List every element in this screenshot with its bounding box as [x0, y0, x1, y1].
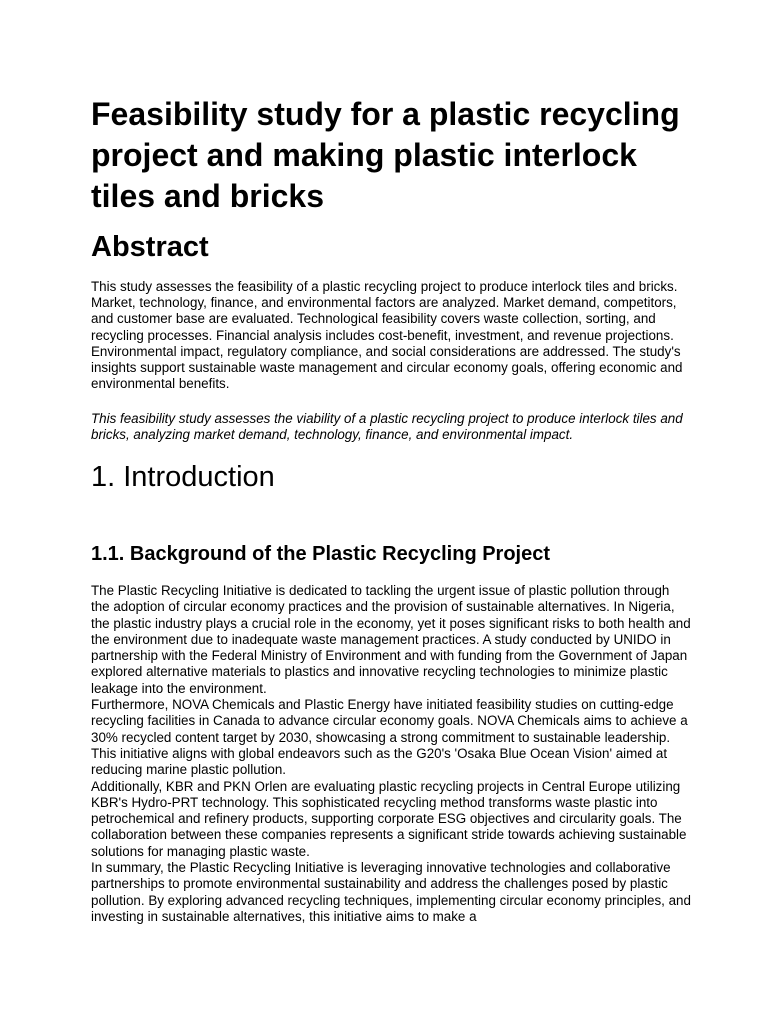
body-paragraph: Additionally, KBR and PKN Orlen are evaluating plastic recycling projects in Central Europe utilizing KBR's Hydro-PRT technology. This sophisticated recycling method transforms waste plastic into petrochemical and refinery products, supporting corporate ESG objectives and circularity goals. The collaboration between these companies represents a significant stride towards achieving sustainable solutions for managing plastic waste.	[91, 778, 687, 859]
abstract-heading: Abstract	[91, 231, 209, 263]
document-title: Feasibility study for a plastic recycling project and making plastic interlock tiles and bricks	[91, 96, 680, 214]
background-body	[91, 583, 691, 925]
body-paragraph: In summary, the Plastic Recycling Initiative is leveraging innovative technologies and collaborative partnerships to promote environmental sustainability and address the challenges posed by plastic pollution. By exploring advanced recycling techniques, implementing circular economy principles, and investing in sustainable alternatives, this initiative aims to make a	[91, 860, 691, 924]
body-paragraph: The Plastic Recycling Initiative is dedicated to tackling the urgent issue of plastic pollution through the adoption of circular economy practices and the provision of sustainable alternatives. In Nigeria, the plastic industry plays a crucial role in the economy, yet it poses significant risks to both health and the environment due to inadequate waste management practices. A study conducted by UNIDO in partnership with the Federal Ministry of Environment and with funding from the Government of Japan explored alternative materials to plastics and innovative recycling technologies to minimize plastic leakage into the environment.	[91, 583, 691, 696]
abstract-summary: This feasibility study assesses the viability of a plastic recycling project to produce interlock tiles and bricks, analyzing market demand, technology, finance, and environmental impact.	[91, 411, 683, 443]
section-heading-introduction: 1. Introduction	[91, 461, 275, 493]
subsection-heading-background: 1.1. Background of the Plastic Recycling Project	[91, 543, 551, 565]
body-paragraph: Furthermore, NOVA Chemicals and Plastic Energy have initiated feasibility studies on cutting-edge recycling facilities in Canada to advance circular economy goals. NOVA Chemicals aims to achieve a 30% recycled content target by 2030, showcasing a strong commitment to sustainable leadership. This initiative aligns with global endeavors such as the G20's 'Osaka Blue Ocean Vision' aimed at reducing marine plastic pollution.	[91, 697, 688, 778]
abstract-paragraph: This study assesses the feasibility of a plastic recycling project to produce interlock tiles and bricks. Market, technology, finance, and environmental factors are analyzed. Market demand, competitors, and customer base are evaluated. Technological feasibility covers waste collection, sorting, and recycling processes. Financial analysis includes cost-benefit, investment, and revenue projections. Environmental impact, regulatory compliance, and social considerations are addressed. The study's insights support sustainable waste management and circular economy goals, offering economic and environmental benefits.	[91, 279, 683, 392]
